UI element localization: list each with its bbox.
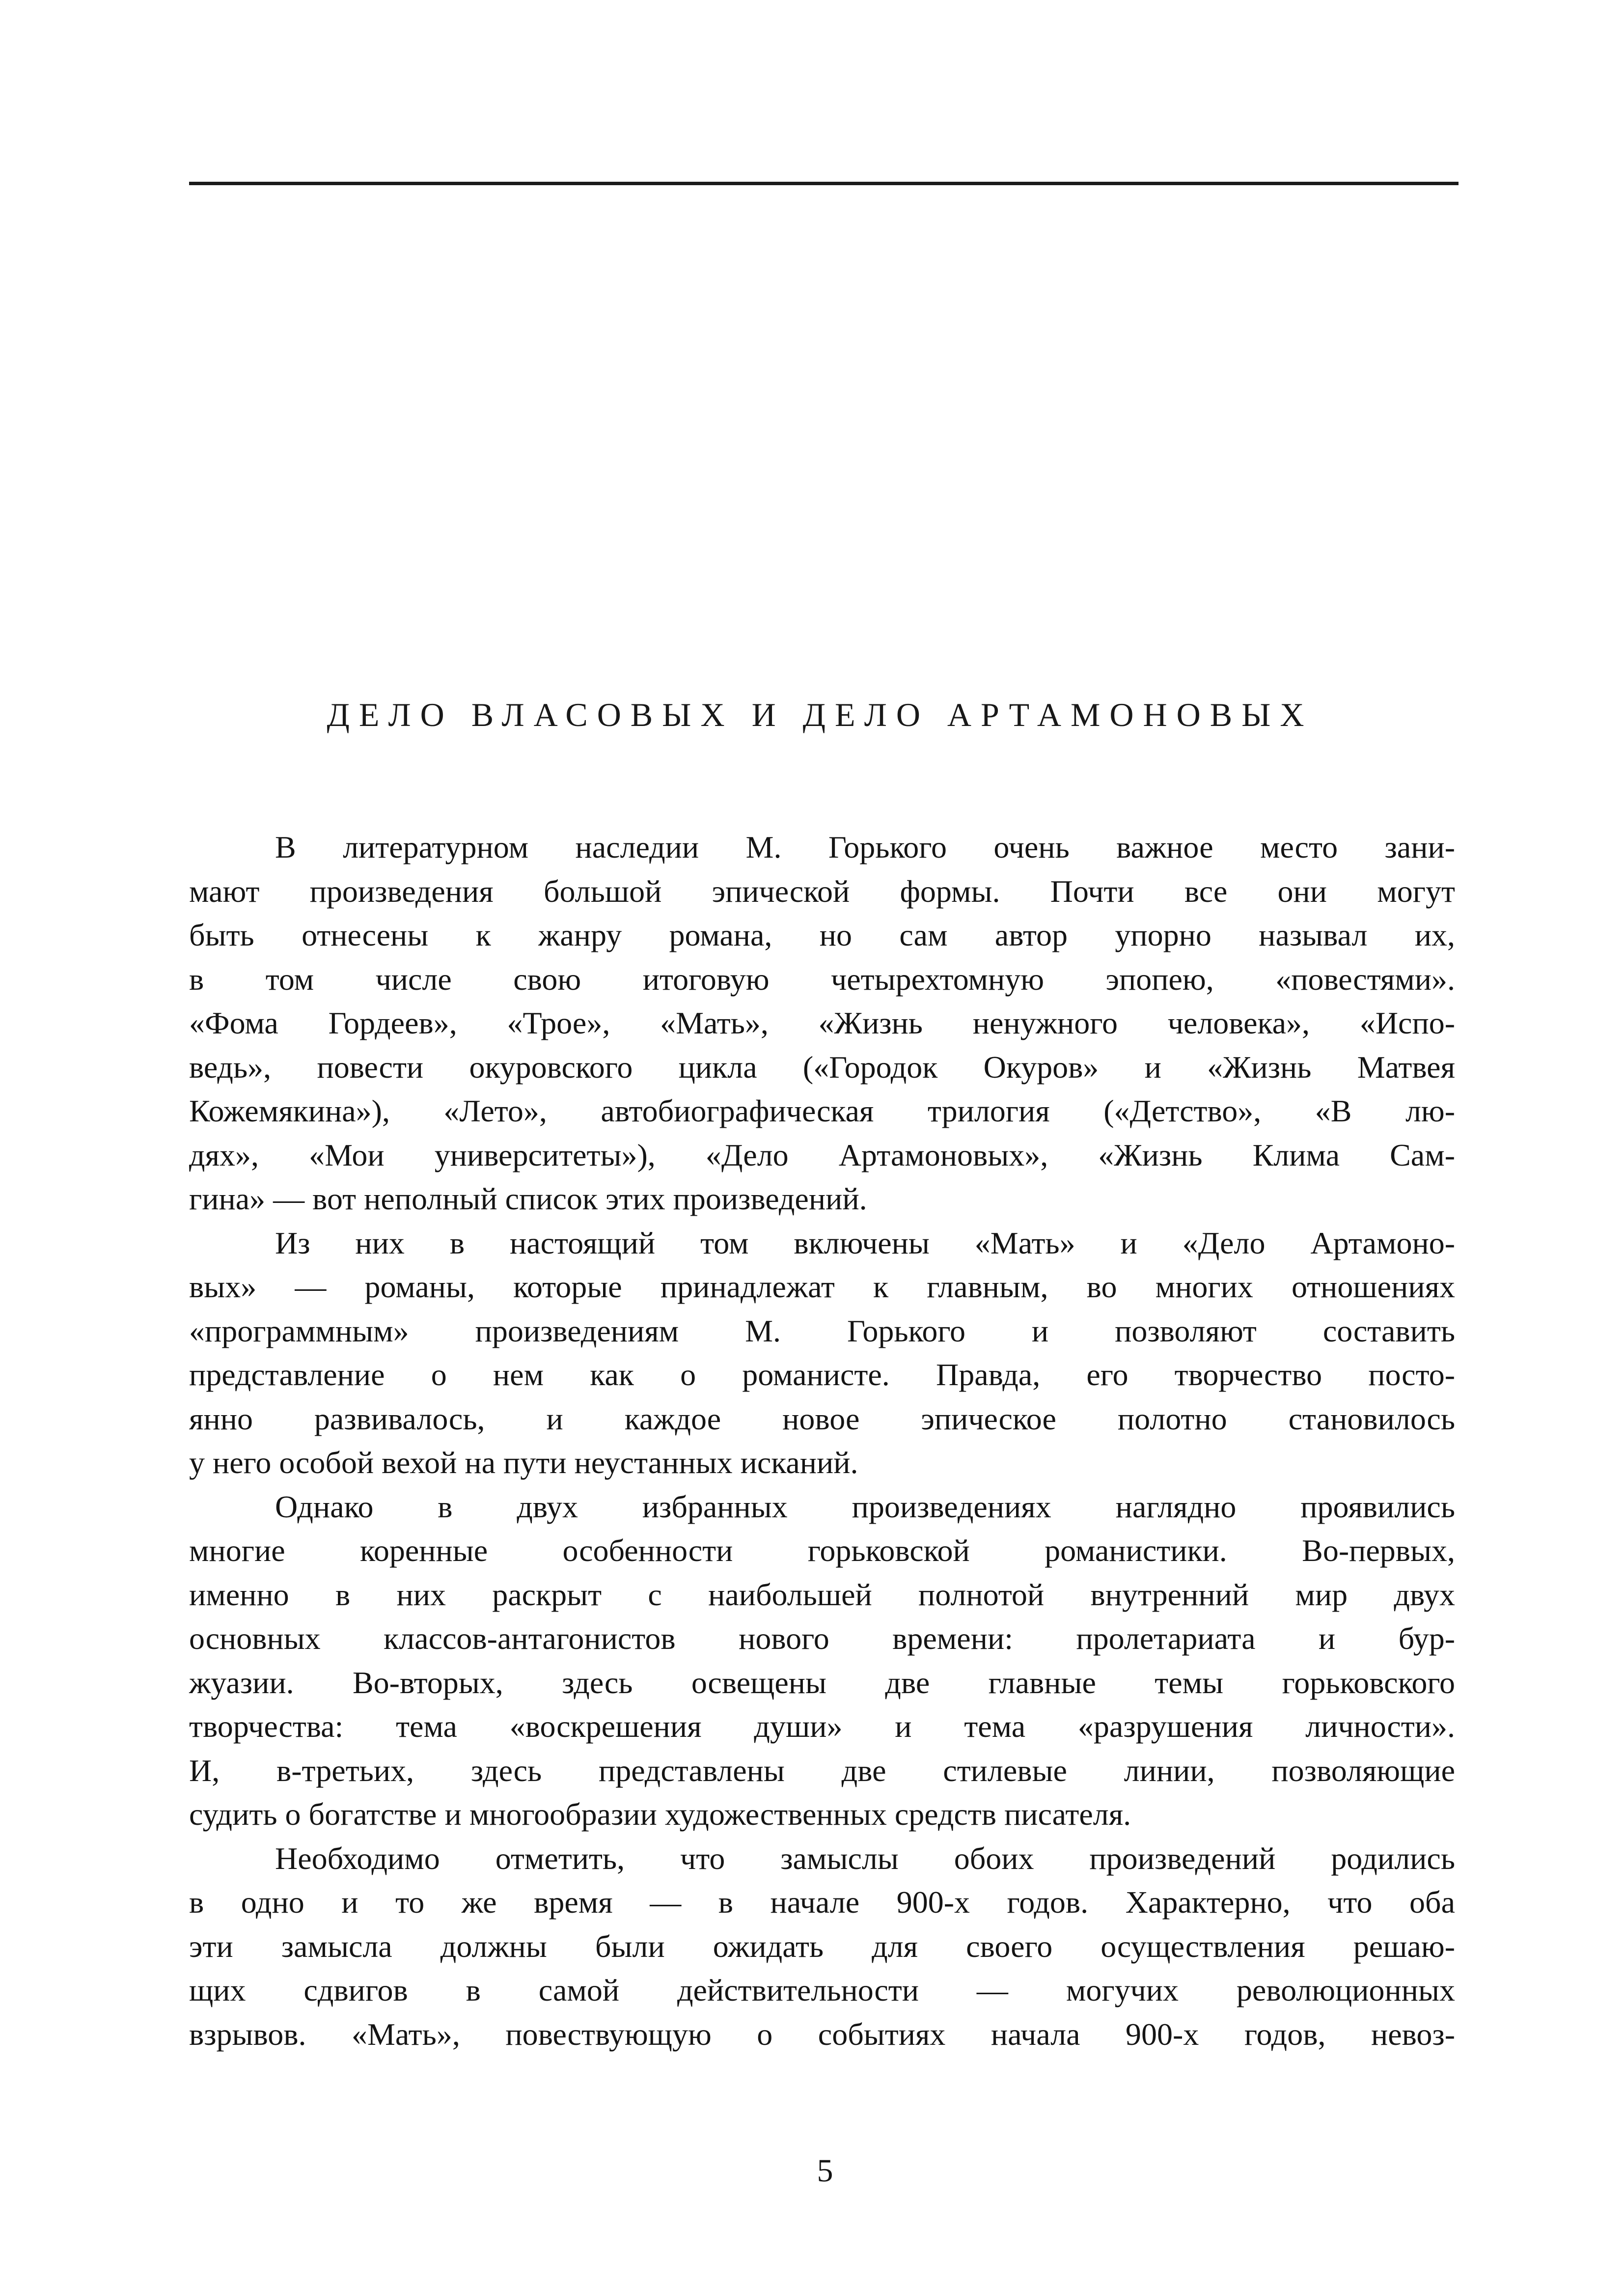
text-line: Однако в двух избранных произведениях наглядно проявились [275, 1489, 1455, 1524]
text-line: дях», «Мои университеты»), «Дело Артамоновых», «Жизнь Клима Сам- [189, 1137, 1455, 1172]
text-line: Из них в настоящий том включены «Мать» и «Дело Артамоно- [275, 1225, 1455, 1260]
text-line: представление о нем как о романисте. Правда, его творчество посто- [189, 1357, 1455, 1392]
text-line: В литературном наследии М. Горького очень важное место зани- [275, 830, 1455, 864]
text-line: мают произведения большой эпической формы. Почти все они могут [189, 873, 1455, 909]
text-line: судить о богатстве и многообразии художественных средств писателя. [189, 1797, 1131, 1832]
text-line: гина» — вот неполный список этих произведений. [189, 1181, 867, 1216]
paragraph-2 [189, 1221, 1455, 1485]
text-line: в том числе свою итоговую четырехтомную эпопею, «повестями». [189, 961, 1455, 997]
text-line: у него особой вехой на пути неустанных исканий. [189, 1445, 858, 1480]
text-line: основных классов-антагонистов нового времени: пролетариата и бур- [189, 1621, 1455, 1656]
text-line: янно развивалось, и каждое новое эпическое полотно становилось [189, 1401, 1455, 1436]
text-line: «Фома Гордеев», «Трое», «Мать», «Жизнь ненужного человека», «Испо- [189, 1005, 1455, 1040]
text-line: в одно и то же время — в начале 900-х годов. Характерно, что оба [189, 1885, 1455, 1920]
text-line: быть отнесены к жанру романа, но сам автор упорно называл их, [189, 918, 1455, 952]
text-line: взрывов. «Мать», повествующую о событиях начала 900-х годов, невоз- [189, 2016, 1455, 2052]
paragraph-1 [189, 825, 1455, 1221]
text-line: творчества: тема «воскрешения души» и тема «разрушения личности». [189, 1709, 1455, 1744]
text-line: ведь», повести окуровского цикла («Городок Окуров» и «Жизнь Матвея [189, 1049, 1455, 1085]
text-line: эти замысла должны были ожидать для своего осуществления решаю- [189, 1928, 1455, 1964]
text-line: вых» — романы, которые принадлежат к главным, во многих отношениях [189, 1269, 1455, 1304]
text-line: многие коренные особенности горьковской романистики. Во-первых, [189, 1533, 1455, 1568]
text-line: Кожемякина»), «Лето», автобиографическая трилогия («Детство», «В лю- [189, 1093, 1455, 1128]
text-line: И, в-третьих, здесь представлены две стилевые линии, позволяющие [189, 1753, 1455, 1788]
text-line: именно в них раскрыт с наибольшей полнотой внутренний мир двух [189, 1577, 1455, 1612]
paragraph-3 [189, 1485, 1455, 1837]
text-line: «программным» произведениям М. Горького и позволяют составить [189, 1313, 1455, 1348]
text-line: Необходимо отметить, что замыслы обоих произведений родились [275, 1840, 1455, 1876]
header-rule [189, 182, 1459, 185]
chapter-title: ДЕЛО ВЛАСОВЫХ И ДЕЛО АРТАМОНОВЫХ [327, 696, 1314, 733]
paragraph-4 [189, 1837, 1455, 2057]
text-line: жуазии. Во-вторых, здесь освещены две главные темы горьковского [189, 1665, 1455, 1700]
body-text [189, 825, 1455, 2056]
text-line: щих сдвигов в самой действительности — могучих революционных [189, 1973, 1455, 2007]
page-number: 5 [817, 2153, 833, 2189]
